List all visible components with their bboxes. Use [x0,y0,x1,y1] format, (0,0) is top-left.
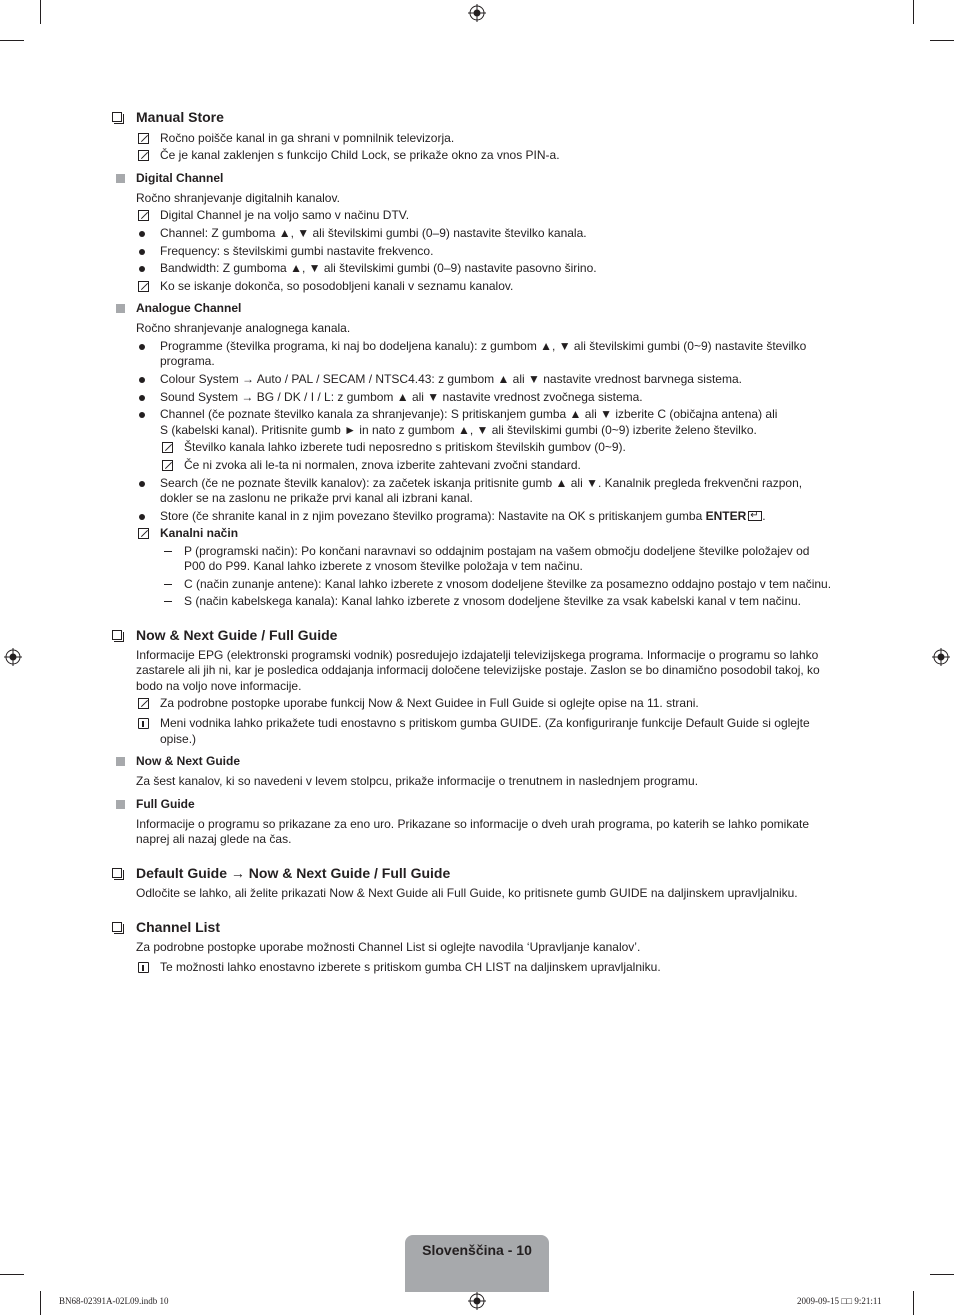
note-icon [138,133,149,144]
dash-icon [164,551,172,552]
checkbox-bullet-icon [112,112,122,122]
paragraph: Ročno shranjevanje analognega kanala. [136,321,351,335]
paragraph: bodo na voljo nove informacije. [136,679,302,693]
crop-mark [913,1291,914,1315]
note-text: Če ni zvoka ali le-ta ni normalen, znova izberite zahtevani zvočni standard. [184,458,581,472]
remote-tip-icon [138,962,149,973]
bullet-icon [139,481,145,487]
subheading-now-next-guide: Now & Next Guide [136,754,241,768]
note-icon [138,281,149,292]
crop-mark [913,0,914,24]
section-heading-manual-store: Manual Store [136,109,224,126]
dash-icon [164,601,172,602]
note-icon [138,528,149,539]
note-text: Za podrobne postopke uporabe funkcij Now & Next Guidee in Full Guide si oglejte opise na 11. strani. [160,696,699,710]
subheading-digital-channel: Digital Channel [136,171,224,185]
page-number-label: Slovenščina - 10 [422,1242,532,1258]
store-text-end: . [762,509,766,523]
crop-mark [930,40,954,41]
note-text: Ko se iskanje dokonča, so posodobljeni kanali v seznamu kanalov. [160,279,514,293]
bullet-icon [139,344,145,350]
bullet-icon [139,266,145,272]
paragraph: Za podrobne postopke uporabe možnosti Channel List si oglejte navodila ‘Upravljanje kanalov’. [136,940,641,954]
note-icon [138,150,149,161]
paragraph: Odločite se lahko, ali želite prikazati Now & Next Guide ali Full Guide, ko pritisnete gumb GUIDE na daljinskem upravljalniku. [136,886,798,900]
crop-mark [40,0,41,24]
note-text: Če je kanal zaklenjen s funkcijo Child Lock, se prikaže okno za vnos PIN-a. [160,148,560,162]
list-item: Channel: Z gumboma ▲, ▼ ali številskimi gumbi (0–9) nastavite številko kanala. [160,226,587,240]
note-text: Te možnosti lahko enostavno izberete s pritiskom gumba CH LIST na daljinskem upravljalniku. [160,960,661,974]
paragraph: zastarele ali jih ni, kar je posledica oddajanja informacij določene televizijske postaje. Zaslon se bo dinamično posodobil takoj, ko [136,663,820,677]
list-item-continuation: dokler se na zaslonu ne prikaže prvi kanal ali izbrani kanal. [160,491,473,505]
paragraph: naprej ali nazaj glede na čas. [136,832,292,846]
print-slug-right: 2009-09-15 □□ 9:21:11 [797,1296,882,1306]
subheading-analogue-channel: Analogue Channel [136,301,242,315]
checkbox-bullet-icon [112,630,122,640]
list-item: Programme (številka programa, ki naj bo dodeljena kanalu): z gumbom ▲, ▼ ali številskimi gumbi (0~9) nastavite številko [160,339,807,353]
paragraph: Ročno shranjevanje digitalnih kanalov. [136,191,340,205]
bullet-icon [139,249,145,255]
paragraph: Informacije EPG (elektronski programski vodnik) posredujejo izdajatelji televizijskega programa. Informacije o programu so lahko [136,648,819,662]
note-text-continuation: opise.) [160,732,197,746]
crop-mark [0,40,24,41]
list-item: Colour System → Auto / PAL / SECAM / NTSC4.43: z gumbom ▲ ali ▼ nastavite vrednost barvnega sistema. [160,372,742,386]
list-item-continuation: programa. [160,354,215,368]
crop-mark [0,1274,24,1275]
section-heading-channel-list: Channel List [136,919,220,936]
dash-icon [164,584,172,585]
list-item: Search (če ne poznate številk kanalov): za začetek iskanja pritisnite gumb ▲ ali ▼. Kanalnik pregleda frekvenčni razpon, [160,476,803,490]
paragraph: Za šest kanalov, ki so navedeni v levem stolpcu, prikaže informacije o trenutnem in naslednjem programu. [136,774,699,788]
print-slug-left: BN68-02391A-02L09.indb 10 [59,1296,169,1306]
bullet-icon [139,514,145,520]
section-heading-default-guide: Default Guide → Now & Next Guide / Full Guide [136,865,450,882]
registration-mark-icon [468,1292,486,1310]
enter-button-label: ENTER [705,509,747,523]
bullet-icon [139,395,145,401]
list-item: Sound System → BG / DK / I / L: z gumbom ▲ ali ▼ nastavite vrednost zvočnega sistema. [160,390,643,404]
checkbox-bullet-icon [112,922,122,932]
bullet-icon [139,377,145,383]
crop-mark [40,1291,41,1315]
list-item: Bandwidth: Z gumboma ▲, ▼ ali številskimi gumbi (0–9) nastavite pasovno širino. [160,261,597,275]
list-item [160,509,766,524]
list-item: P (programski način): Po končani naravnavi so oddajnim postajam na vašem območju dodeljene številke položajev od [184,544,810,558]
note-text: Meni vodnika lahko prikažete tudi enostavno s pritiskom gumba GUIDE. (Za konfiguriranje funkcije Default Guide si oglejte [160,716,810,730]
note-icon [162,460,173,471]
square-bullet-icon [116,800,125,809]
note-text: Številko kanala lahko izberete tudi neposredno s pritiskom številskih gumbov (0~9). [184,440,626,454]
store-text: Store (če shranite kanal in z njim povezano številko programa): Nastavite na OK s pritiskanjem gumba [160,509,703,523]
registration-mark-icon [468,4,486,22]
subheading-kanalni-nacin: Kanalni način [160,526,239,540]
square-bullet-icon [116,174,125,183]
list-item-continuation: P00 do P99. Kanal lahko izberete z vnosom številke položaja v tem načinu. [184,559,583,573]
remote-tip-icon [138,718,149,729]
list-item: C (način zunanje antene): Kanal lahko izberete z vnosom dodeljene številke za posamezno oddajno postajo v tem načinu. [184,577,832,591]
bullet-icon [139,412,145,418]
list-item: Channel (če poznate številko kanala za shranjevanje): S pritiskanjem gumba ▲ ali ▼ izberite C (običajna antena) ali [160,407,778,421]
subheading-full-guide: Full Guide [136,797,195,811]
registration-mark-icon [932,648,950,666]
note-text: Ročno poišče kanal in ga shrani v pomnilnik televizorja. [160,131,455,145]
square-bullet-icon [116,304,125,313]
checkbox-bullet-icon [112,868,122,878]
registration-mark-icon [4,648,22,666]
crop-mark [930,1274,954,1275]
list-item: S (način kabelskega kanala): Kanal lahko izberete z vnosom dodeljene številke za vsak kabelski kanal v tem načinu. [184,594,802,608]
note-icon [138,698,149,709]
enter-icon [748,511,762,521]
square-bullet-icon [116,757,125,766]
note-icon [138,210,149,221]
list-item-continuation: S (kabelski kanal). Pritisnite gumb ► in nato z gumbom ▲, ▼ ali številskimi gumbi (0~9) izberite želeno številko. [160,423,757,437]
section-heading-now-next: Now & Next Guide / Full Guide [136,627,337,644]
bullet-icon [139,231,145,237]
note-text: Digital Channel je na voljo samo v načinu DTV. [160,208,410,222]
paragraph: Informacije o programu so prikazane za eno uro. Prikazane so informacije o dveh urah programa, po katerih se lahko pomikate [136,817,810,831]
note-icon [162,442,173,453]
list-item: Frequency: s številskimi gumbi nastavite frekvenco. [160,244,434,258]
